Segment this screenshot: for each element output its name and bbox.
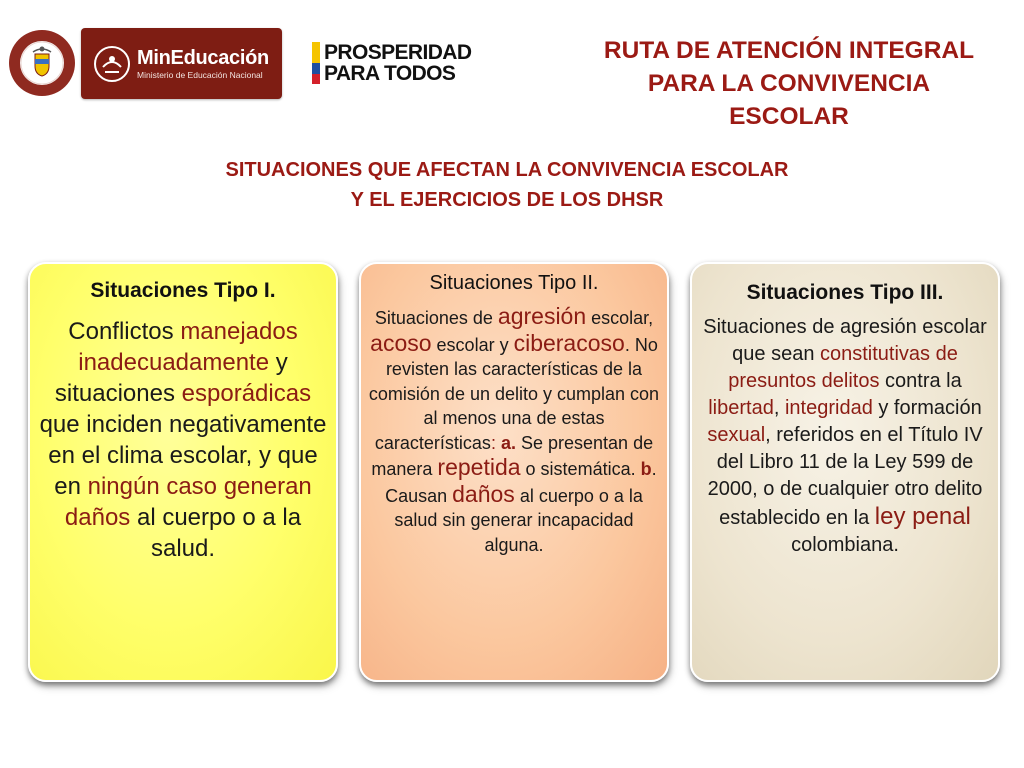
highlighted-text: ningún caso generan daños (64, 473, 312, 531)
section-subtitle (100, 155, 914, 215)
highlighted-text: : (490, 432, 496, 453)
mineducacion-logo (81, 28, 282, 99)
card-body (364, 304, 664, 557)
body-text: y situaciones (54, 349, 288, 407)
ministry-name: MinEducación (137, 46, 269, 69)
subtitle-line-1: SITUACIONES QUE AFECTAN LA CONVIVENCIA ESCOLAR (225, 159, 789, 181)
body-text: al cuerpo o a la salud. (130, 504, 302, 562)
body-text: , referidos en el Título IV del Libro 11 de la Ley 599 de 2000, o de cualquier otro delito establecido en la (707, 424, 983, 529)
body-text: Se presentan de manera (371, 432, 654, 479)
title-line-3: ESCOLAR (729, 103, 849, 130)
body-text: y formación (872, 397, 982, 419)
highlighted-text: ley penal (874, 503, 971, 530)
card-title: Situaciones Tipo III. (746, 281, 944, 304)
title-line-2: PARA LA CONVIVENCIA (647, 70, 931, 97)
card-type-2 (359, 262, 669, 682)
body-text: Situaciones de (374, 308, 498, 328)
highlighted-text: manejados inadecuadamente (78, 318, 298, 376)
body-text: que inciden negativamente en el clima escolar, y que en (39, 411, 327, 500)
mineducacion-mark-icon (93, 45, 131, 83)
body-text: , (773, 397, 785, 419)
highlighted-text: a. (500, 432, 516, 453)
body-text: . No revisten las características de la comisión de un delito y cumplan con al menos una de estas características (368, 334, 660, 453)
colombia-flag-icon (312, 42, 320, 84)
highlighted-text: ciberacoso (513, 329, 625, 356)
page-title (566, 34, 1012, 133)
body-text: Conflictos (68, 318, 181, 345)
body-text: contra la (879, 370, 962, 392)
card-type-1 (28, 262, 338, 682)
title-line-1: RUTA DE ATENCIÓN INTEGRAL (603, 37, 975, 64)
body-text: al cuerpo o a la salud sin generar incapacidad alguna. (394, 485, 643, 555)
highlighted-text: libertad (708, 397, 774, 419)
highlighted-text: b (640, 459, 652, 479)
card-body (37, 316, 329, 564)
card-title: Situaciones Tipo II. (429, 272, 599, 294)
card-type-3 (690, 262, 1000, 682)
card-title: Situaciones Tipo I. (90, 279, 276, 302)
body-text: Situaciones de agresión escolar que sean (703, 316, 987, 365)
colombia-seal-logo (9, 30, 75, 96)
highlighted-text: esporádicas (181, 380, 312, 407)
body-text: o sistemática. (520, 459, 641, 479)
highlighted-text: integridad (784, 397, 873, 419)
coat-of-arms-icon (9, 30, 75, 96)
slogan-line-2: PARA TODOS (324, 62, 456, 85)
prosperidad-logo (312, 41, 471, 85)
body-text: colombiana. (791, 534, 899, 556)
highlighted-text: sexual (707, 424, 766, 446)
subtitle-line-2: Y EL EJERCICIOS DE LOS DHSR (350, 189, 664, 211)
ministry-subtitle: Ministerio de Educación Nacional (137, 69, 263, 80)
highlighted-text: agresión (497, 303, 587, 329)
body-text: . Causan (385, 459, 657, 506)
slogan-line-1: PROSPERIDAD (324, 41, 472, 64)
highlighted-text: acoso (370, 329, 432, 356)
highlighted-text: repetida (437, 454, 521, 480)
body-text: escolar y (431, 334, 514, 355)
body-text: escolar, (586, 308, 654, 328)
highlighted-text: constitutivas de presuntos delitos (728, 343, 958, 392)
card-body (697, 314, 993, 559)
highlighted-text: daños (452, 480, 515, 507)
